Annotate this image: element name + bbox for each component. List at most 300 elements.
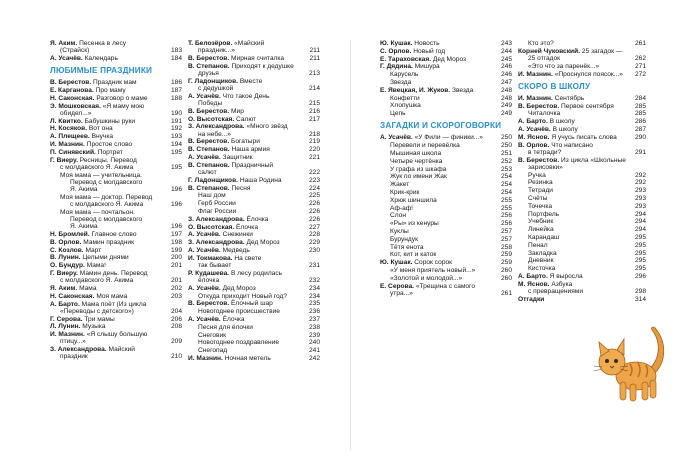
toc-page-number: 293 <box>634 202 646 210</box>
toc-title: Наш дом <box>198 192 226 200</box>
toc-page-number: 261 <box>500 289 512 297</box>
toc-page-number: 258 <box>500 243 512 251</box>
toc-title: Крик-крик <box>390 188 420 196</box>
toc-title: Главное слово <box>91 230 137 238</box>
toc-page-number: 213 <box>308 70 320 77</box>
toc-page-number: 249 <box>500 102 512 110</box>
toc-page-number: 183 <box>170 47 182 55</box>
toc-entry[interactable] <box>518 273 646 280</box>
toc-title: Моя мама — доктор. Перевод <box>60 193 153 201</box>
toc-title: Новогоднее происшествие <box>198 308 280 316</box>
toc-author: Е. Серова. <box>380 282 415 290</box>
toc-author: И. Мазнин. <box>518 70 553 78</box>
toc-entry[interactable] <box>380 251 512 258</box>
toc-page-number: 215 <box>308 100 320 107</box>
toc-title: Вот она <box>88 125 113 133</box>
toc-page-number: 216 <box>308 107 320 115</box>
toc-author: Е. Явецкая, И. Жуков. <box>380 86 451 94</box>
toc-entry[interactable] <box>518 172 646 179</box>
toc-page-number: 191 <box>170 117 182 125</box>
toc-page-number: 296 <box>634 272 646 280</box>
toc-title: Четыре чертёнка <box>390 157 443 165</box>
toc-entry[interactable] <box>380 71 512 78</box>
toc-title: Откуда приходит Новый год? <box>198 292 288 300</box>
toc-page-number: 240 <box>308 339 320 347</box>
toc-entry[interactable] <box>188 55 320 62</box>
toc-page-number: 290 <box>634 133 646 141</box>
toc-page-number: 295 <box>634 257 646 265</box>
toc-entry[interactable] <box>50 194 182 208</box>
toc-title: Песня для ёлочки <box>198 323 253 331</box>
toc-page-number: 247 <box>500 78 512 86</box>
toc-page-number: 250 <box>500 142 512 150</box>
toc-page-number: 184 <box>170 55 182 62</box>
toc-title: Бабушкины руки <box>84 117 136 125</box>
toc-page-number: 220 <box>308 146 320 154</box>
toc-entry[interactable] <box>50 331 182 345</box>
toc-author: В. Берестов. <box>518 102 560 110</box>
toc-entry[interactable] <box>518 95 646 102</box>
toc-author: В. Орлов. <box>518 141 550 149</box>
toc-entry[interactable] <box>380 228 512 235</box>
toc-page-number: 224 <box>308 184 320 192</box>
toc-entry[interactable] <box>380 56 512 63</box>
toc-entry[interactable] <box>188 162 320 176</box>
toc-entry[interactable] <box>50 262 182 269</box>
toc-entry[interactable] <box>518 195 646 202</box>
toc-page-number: 259 <box>500 251 512 259</box>
toc-entry[interactable] <box>188 231 320 238</box>
toc-title: Портфель <box>528 210 560 218</box>
toc-title: Жук по имени Жак <box>390 173 447 181</box>
toc-title-continued: птицу...» <box>60 338 86 346</box>
toc-entry[interactable] <box>380 205 512 212</box>
toc-entry[interactable] <box>518 103 646 110</box>
toc-entry[interactable] <box>518 281 646 295</box>
toc-page-number: 253 <box>500 165 512 173</box>
toc-entry[interactable] <box>518 63 646 70</box>
toc-entry[interactable] <box>380 189 512 196</box>
toc-entry[interactable] <box>50 40 182 54</box>
toc-author: Г. Серова. <box>50 315 83 323</box>
toc-page-number: 236 <box>308 308 320 316</box>
toc-entry[interactable] <box>188 247 320 254</box>
toc-title: Точечка <box>528 202 553 210</box>
toc-title: Жакет <box>390 181 410 189</box>
toc-author: И. Мазнин. <box>518 94 553 102</box>
toc-entry[interactable] <box>50 133 182 140</box>
toc-entry[interactable] <box>380 220 512 227</box>
toc-entry[interactable] <box>50 79 182 86</box>
toc-entry[interactable] <box>518 40 646 47</box>
toc-entry[interactable] <box>380 63 512 70</box>
toc-page-number: 211 <box>309 47 320 55</box>
toc-page-number: 252 <box>500 157 512 165</box>
toc-title: Линейка <box>528 226 554 234</box>
toc-title: Первое сентября <box>561 102 614 110</box>
toc-entry[interactable] <box>50 239 182 246</box>
toc-entry[interactable] <box>518 110 646 117</box>
toc-entry[interactable] <box>518 242 646 249</box>
toc-title: Перевели и перевёлка <box>390 142 460 150</box>
toc-entry[interactable] <box>518 265 646 272</box>
toc-entry[interactable] <box>188 108 320 115</box>
toc-title: Звезда <box>390 78 412 86</box>
toc-title: Звезда <box>451 86 474 94</box>
toc-entry[interactable] <box>380 142 512 149</box>
toc-page-number: 261 <box>634 40 646 47</box>
toc-title: Майский <box>108 346 135 354</box>
toc-title: Новогоднее поздравление <box>198 339 280 347</box>
toc-page-number: 203 <box>170 292 182 300</box>
toc-title-continued: праздник...» <box>198 47 235 55</box>
toc-title-continued: с молдавского Я. Акима <box>60 277 134 285</box>
toc-page-number: 226 <box>308 215 320 223</box>
toc-author: В. Орлов. <box>50 238 82 246</box>
toc-page-number: 196 <box>170 185 182 193</box>
toc-entry[interactable] <box>188 255 320 269</box>
toc-entry[interactable] <box>188 293 320 300</box>
toc-entry[interactable] <box>50 125 182 132</box>
toc-entry[interactable] <box>188 316 320 323</box>
toc-title: Ёлочка <box>236 223 259 231</box>
toc-entry[interactable] <box>50 254 182 261</box>
toc-entry[interactable] <box>50 149 182 156</box>
toc-title: 25 загадок — <box>581 47 623 55</box>
toc-title: Из цикла «Школьные <box>561 156 626 164</box>
toc-entry[interactable] <box>50 87 182 94</box>
toc-title: Наша армия <box>231 146 270 154</box>
toc-entry[interactable] <box>188 347 320 354</box>
toc-author: В. Берестов. <box>188 55 230 62</box>
toc-page-number: 298 <box>634 287 646 295</box>
toc-page-number: 219 <box>308 138 320 146</box>
toc-entry[interactable] <box>380 95 512 102</box>
toc-title: «Золотой и молодой...» <box>390 274 463 282</box>
toc-page-number: 208 <box>170 323 182 331</box>
toc-entry[interactable] <box>188 216 320 223</box>
toc-page-number: 250 <box>500 134 512 142</box>
toc-title: Новость <box>414 40 440 47</box>
toc-title: Сентябрь <box>554 94 585 102</box>
toc-entry[interactable] <box>188 40 320 54</box>
toc-author: А. Усачёв. <box>50 55 83 62</box>
toc-page-number: 254 <box>500 181 512 189</box>
toc-entry[interactable] <box>50 316 182 323</box>
toc-author: Л. Лунин. <box>50 323 81 331</box>
toc-page-number: 293 <box>634 187 646 195</box>
toc-title: В школу <box>552 125 578 133</box>
toc-title-continued: в тетради? <box>528 148 562 156</box>
toc-entry[interactable] <box>380 267 512 274</box>
toc-entry[interactable] <box>380 244 512 251</box>
toc-entry[interactable] <box>380 236 512 243</box>
toc-entry[interactable] <box>380 87 512 94</box>
toc-page-number: 245 <box>500 55 512 63</box>
toc-title: Снежинки <box>222 231 253 239</box>
toc-title: Три мамы <box>84 315 115 323</box>
toc-column-4 <box>518 40 646 304</box>
toc-author: В. Берестов. <box>518 156 560 164</box>
toc-title: Мир <box>231 107 244 115</box>
toc-page-number: 246 <box>500 63 512 71</box>
toc-entry[interactable] <box>380 102 512 109</box>
toc-title-continued: Перевод с молдавского <box>70 178 143 186</box>
toc-title: Мамин праздник <box>83 238 134 246</box>
toc-entry[interactable] <box>518 296 646 303</box>
toc-page-number: 206 <box>170 315 182 323</box>
toc-author: Н. Саконская. <box>50 94 95 102</box>
toc-page-number: 295 <box>634 241 646 249</box>
toc-entry[interactable] <box>380 134 512 141</box>
toc-page-number: 196 <box>170 200 182 208</box>
toc-entry[interactable] <box>50 285 182 292</box>
toc-entry[interactable] <box>380 150 512 157</box>
toc-title: Музыка <box>82 323 106 331</box>
toc-entry[interactable] <box>518 257 646 264</box>
toc-entry[interactable] <box>518 226 646 233</box>
toc-entry[interactable] <box>188 146 320 153</box>
toc-title-continued: обидел...» <box>60 109 92 117</box>
toc-page-number: 285 <box>634 102 646 110</box>
toc-author: Е. Карганова. <box>50 87 94 94</box>
toc-entry[interactable] <box>380 283 512 297</box>
toc-entry[interactable] <box>518 218 646 225</box>
toc-title: Тётя енота <box>390 243 424 251</box>
toc-author: А. Плещеев. <box>50 133 90 141</box>
toc-page-number: 314 <box>634 295 646 303</box>
toc-author: Г. Виеру. <box>50 269 78 277</box>
toc-entry[interactable] <box>380 158 512 165</box>
toc-entry[interactable] <box>380 275 512 282</box>
toc-page-number: 188 <box>170 94 182 102</box>
toc-entry[interactable] <box>188 332 320 339</box>
toc-entry[interactable] <box>380 40 512 47</box>
toc-page-number: 251 <box>500 149 512 157</box>
toc-page-number: 248 <box>500 86 512 94</box>
toc-page-number: 218 <box>308 130 320 138</box>
toc-entry[interactable] <box>188 177 320 184</box>
toc-title: «У меня приятель новый...» <box>390 266 476 274</box>
toc-author: З. Александрова. <box>188 239 245 247</box>
toc-author: О. Высотская. <box>188 115 235 123</box>
toc-title: Мама! <box>86 262 106 270</box>
toc-entry[interactable] <box>50 157 182 171</box>
toc-entry[interactable] <box>380 212 512 219</box>
toc-page-number: 194 <box>170 140 182 148</box>
toc-title: Что такое День <box>222 92 270 100</box>
toc-page-number: 210 <box>170 353 182 361</box>
toc-page-number: 244 <box>500 47 512 55</box>
toc-page-number: 287 <box>634 125 646 133</box>
toc-title: Куклы <box>390 227 409 235</box>
toc-author: Э. Мошковская. <box>50 102 101 110</box>
toc-entry[interactable] <box>50 103 182 117</box>
toc-page-number: 255 <box>500 204 512 212</box>
toc-entry[interactable] <box>518 48 646 62</box>
toc-entry[interactable] <box>50 231 182 238</box>
toc-title-continued: Перевод с молдавского <box>70 215 143 223</box>
toc-entry[interactable] <box>518 126 646 133</box>
toc-author: В. Лунин. <box>50 254 81 262</box>
toc-entry[interactable] <box>188 185 320 192</box>
toc-entry[interactable] <box>188 138 320 145</box>
toc-entry[interactable] <box>380 173 512 180</box>
toc-author: А. Усачёв. <box>188 246 221 254</box>
toc-page-number: 241 <box>308 347 320 355</box>
toc-title: Учебник <box>528 218 554 226</box>
toc-entry[interactable] <box>188 285 320 292</box>
toc-author: В. Степанов. <box>188 184 230 192</box>
toc-page-number: 209 <box>170 338 182 346</box>
toc-entry[interactable] <box>188 308 320 315</box>
toc-title-continued: зарисовки» <box>528 163 563 171</box>
toc-title-continued: праздник <box>60 353 88 361</box>
toc-entry[interactable] <box>50 346 182 360</box>
toc-page-number: 214 <box>308 85 320 92</box>
toc-title-continued: на небе...» <box>198 130 231 138</box>
toc-page-number: 197 <box>170 230 182 238</box>
toc-title-continued: так бывает <box>198 261 232 269</box>
toc-entry[interactable] <box>188 224 320 231</box>
toc-entry[interactable] <box>188 116 320 123</box>
toc-author: З. Александрова. <box>50 346 107 354</box>
toc-title: «Я слышу большую <box>86 331 148 339</box>
toc-page-number: 234 <box>308 292 320 300</box>
toc-entry[interactable] <box>50 293 182 300</box>
toc-entry[interactable] <box>188 324 320 331</box>
toc-author: В. Берестов. <box>188 138 230 146</box>
toc-title: Про маму <box>95 87 126 94</box>
toc-entry[interactable] <box>518 234 646 241</box>
toc-author: Ю. Кушак. <box>380 40 413 47</box>
toc-author: Я. Аким. <box>50 284 78 292</box>
toc-entry[interactable] <box>50 209 182 231</box>
toc-entry[interactable] <box>50 247 182 254</box>
toc-page-number: 284 <box>634 94 646 102</box>
toc-entry[interactable] <box>380 166 512 173</box>
toc-entry[interactable] <box>518 250 646 257</box>
toc-entry[interactable] <box>50 55 182 62</box>
toc-author: П. Синявский. <box>50 148 96 156</box>
toc-page-number: 295 <box>634 265 646 273</box>
toc-page-number: 201 <box>170 277 182 285</box>
toc-title: «Трещина с самого <box>415 282 475 290</box>
toc-title: Читалочка <box>528 110 561 118</box>
toc-title: «Проснулся поясок...» <box>554 70 623 78</box>
toc-author: Е. Тараховская. <box>380 55 432 63</box>
toc-entry[interactable] <box>518 118 646 125</box>
toc-entry[interactable] <box>188 239 320 246</box>
toc-page-number: 256 <box>500 212 512 220</box>
toc-entry[interactable] <box>518 157 646 171</box>
toc-entry[interactable] <box>188 355 320 362</box>
toc-entry[interactable] <box>518 179 646 186</box>
toc-title: На свете <box>234 254 262 262</box>
toc-title-continued: с молдавского Я. Акима <box>60 163 134 171</box>
toc-entry[interactable] <box>188 123 320 137</box>
toc-author: А. Усачёв. <box>188 231 221 239</box>
toc-entry[interactable] <box>518 203 646 210</box>
toc-entry[interactable] <box>188 93 320 107</box>
toc-entry[interactable] <box>380 48 512 55</box>
toc-page-number: 242 <box>308 354 320 362</box>
toc-entry[interactable] <box>380 197 512 204</box>
toc-page-number: 234 <box>308 284 320 292</box>
toc-title: Азбука <box>551 280 573 288</box>
toc-title: Наша Родина <box>239 176 282 184</box>
toc-title: Ручка <box>528 171 546 179</box>
toc-author: И. Токмакова. <box>188 254 233 262</box>
toc-entry[interactable] <box>188 339 320 346</box>
toc-author: В. Степанов. <box>188 146 230 154</box>
toc-column-1 <box>50 40 182 361</box>
toc-entry[interactable] <box>188 154 320 161</box>
toc-page-number: 256 <box>500 220 512 228</box>
toc-title-continued: утра...» <box>390 289 413 297</box>
toc-page-number: 260 <box>500 274 512 282</box>
toc-title: Ёлочка <box>246 215 269 223</box>
toc-entry[interactable] <box>188 192 320 199</box>
toc-entry[interactable] <box>380 181 512 188</box>
toc-entry[interactable] <box>188 200 320 207</box>
toc-title: Ёлочка <box>222 315 245 323</box>
toc-author: Н. Саконская. <box>50 292 95 300</box>
toc-page-number: 190 <box>170 109 182 117</box>
toc-entry[interactable] <box>518 187 646 194</box>
toc-entry[interactable] <box>50 323 182 330</box>
toc-entry[interactable] <box>188 63 320 77</box>
toc-entry[interactable] <box>50 301 182 315</box>
toc-title: Праздник мам <box>93 79 137 87</box>
toc-title-continued: с превращениями <box>528 287 584 295</box>
toc-title: Конфетти <box>390 94 420 102</box>
toc-entry[interactable] <box>188 78 320 92</box>
toc-entry[interactable] <box>188 300 320 307</box>
toc-title: Ёлочный шар <box>231 300 273 308</box>
toc-page-number: 186 <box>170 79 182 87</box>
toc-entry[interactable] <box>380 110 512 117</box>
toc-page-number: 211 <box>309 55 320 62</box>
toc-page-number: 248 <box>500 94 512 102</box>
toc-page-number: 200 <box>170 254 182 262</box>
toc-entry[interactable] <box>380 259 512 266</box>
toc-page-number: 257 <box>500 227 512 235</box>
toc-page-number: 294 <box>634 226 646 234</box>
toc-title: Дед Мороз <box>246 239 280 247</box>
toc-author: В. Степанов. <box>188 62 230 70</box>
toc-entry[interactable] <box>518 211 646 218</box>
toc-title: Песенка в лесу <box>79 40 127 47</box>
toc-entry[interactable] <box>50 95 182 102</box>
toc-entry[interactable] <box>188 270 320 284</box>
toc-entry[interactable] <box>50 270 182 284</box>
toc-title: Карандаш <box>528 233 560 241</box>
toc-title: Карусель <box>390 71 419 79</box>
toc-page-number: 294 <box>634 218 646 226</box>
toc-entry[interactable] <box>50 118 182 125</box>
toc-title: Флаг России <box>198 207 237 215</box>
toc-entry[interactable] <box>518 71 646 78</box>
toc-entry[interactable] <box>188 208 320 215</box>
toc-entry[interactable] <box>50 172 182 194</box>
toc-entry[interactable] <box>380 79 512 86</box>
toc-entry[interactable] <box>50 141 182 148</box>
toc-author: В. Берестов. <box>50 79 92 87</box>
toc-entry[interactable] <box>518 142 646 156</box>
toc-title: Мамин день. Перевод <box>79 269 148 277</box>
toc-entry[interactable] <box>518 134 646 141</box>
